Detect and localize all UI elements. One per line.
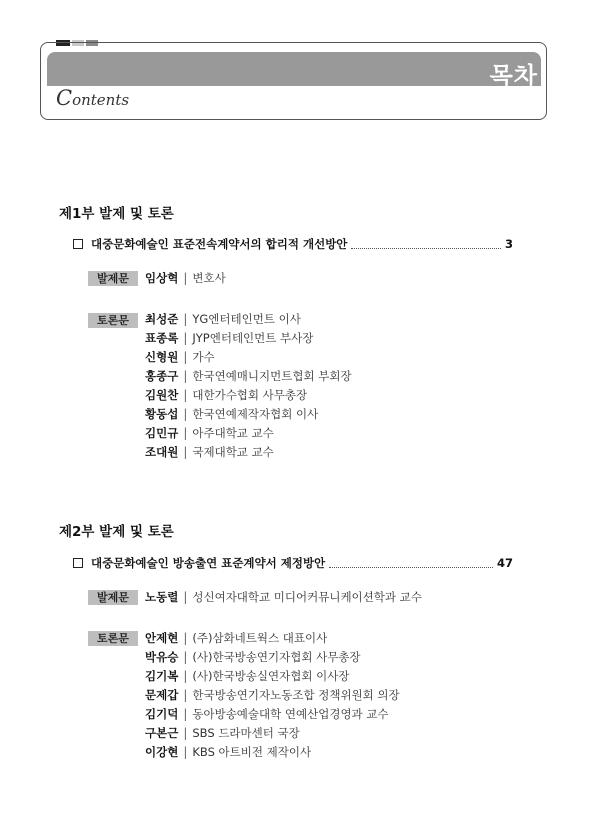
person-affiliation: JYP엔터테인먼트 부사장 — [192, 331, 314, 345]
person-affiliation: KBS 아트비전 제작이사 — [192, 745, 312, 759]
presenter — [145, 588, 422, 606]
separator: | — [183, 350, 188, 364]
presenter — [145, 269, 226, 287]
person-name: 문제갑 — [145, 688, 179, 702]
person-affiliation: 한국연예제작자협회 이사 — [192, 407, 319, 421]
person-affiliation: 성신여자대학교 미디어커뮤니케이션학과 교수 — [192, 590, 422, 604]
discussant — [145, 386, 307, 404]
discussant — [145, 329, 313, 347]
person-name: 김기덕 — [145, 707, 179, 721]
person-affiliation: 한국연예매니지먼트협회 부회장 — [192, 369, 352, 383]
discussant — [145, 405, 318, 423]
person-name: 신형원 — [145, 350, 179, 364]
part-2-title: 제2부 발제 및 토론 — [59, 524, 174, 540]
person-name: 표종록 — [145, 331, 179, 345]
presentation-badge: 발제문 — [88, 271, 138, 286]
person-affiliation: 국제대학교 교수 — [192, 445, 274, 459]
part-2-entry[interactable] — [73, 554, 513, 572]
discussant — [145, 743, 311, 761]
person-name: 김원찬 — [145, 388, 179, 402]
dot-leader — [329, 559, 493, 568]
person-name: 노동렬 — [145, 590, 179, 604]
discussant — [145, 648, 361, 666]
discussant — [145, 686, 400, 704]
discussant — [145, 367, 352, 385]
person-affiliation: 한국방송연기자노동조합 정책위원회 의장 — [192, 688, 400, 702]
separator: | — [183, 331, 188, 345]
discussant — [145, 348, 215, 366]
separator: | — [183, 650, 188, 664]
separator: | — [183, 445, 188, 459]
separator: | — [183, 388, 188, 402]
person-name: 조대원 — [145, 445, 179, 459]
separator: | — [183, 707, 188, 721]
person-name: 김기복 — [145, 669, 179, 683]
contents-word — [56, 86, 129, 110]
discussant — [145, 310, 301, 328]
discussant — [145, 629, 327, 647]
person-affiliation: (사)한국방송실연자협회 이사장 — [192, 669, 350, 683]
discussant — [145, 424, 274, 442]
entry-title: 대중문화예술인 방송출연 표준계약서 제정방안 — [91, 556, 326, 570]
toc-title: 목차 — [489, 62, 538, 90]
person-affiliation: 가수 — [192, 350, 215, 364]
separator: | — [183, 631, 188, 645]
person-affiliation: 대한가수협회 사무총장 — [192, 388, 308, 402]
presentation-badge: 발제문 — [88, 590, 138, 605]
entry-title: 대중문화예술인 표준전속계약서의 합리적 개선방안 — [91, 237, 348, 251]
discussant — [145, 443, 274, 461]
part-1-title: 제1부 발제 및 토론 — [59, 206, 174, 222]
contents-rest: ontents — [72, 91, 130, 109]
entry-page: 47 — [496, 556, 513, 570]
entry-page: 3 — [504, 237, 513, 251]
person-name: 이강현 — [145, 745, 179, 759]
separator: | — [183, 745, 188, 759]
discussant — [145, 705, 389, 723]
contents-initial: C — [56, 86, 73, 110]
separator: | — [183, 369, 188, 383]
separator: | — [183, 688, 188, 702]
header-banner — [47, 52, 541, 86]
discussant — [145, 724, 300, 742]
person-affiliation: SBS 드라마센터 국장 — [192, 726, 300, 740]
person-affiliation: (주)삼화네트웍스 대표이사 — [192, 631, 328, 645]
separator: | — [183, 312, 188, 326]
discussant — [145, 667, 349, 685]
person-name: 홍종구 — [145, 369, 179, 383]
part-1-entry[interactable] — [73, 235, 513, 253]
dot-leader — [351, 240, 501, 249]
person-affiliation: 변호사 — [192, 271, 226, 285]
person-name: 임상혁 — [145, 271, 179, 285]
separator: | — [183, 590, 188, 604]
separator: | — [183, 271, 188, 285]
person-name: 황동섭 — [145, 407, 179, 421]
separator: | — [183, 726, 188, 740]
person-name: 최성준 — [145, 312, 179, 326]
person-affiliation: (사)한국방송연기자협회 사무총장 — [192, 650, 361, 664]
checkbox-icon — [73, 558, 83, 568]
person-affiliation: 동아방송예술대학 연예산업경영과 교수 — [192, 707, 389, 721]
discussion-badge: 토론문 — [88, 313, 138, 328]
person-affiliation: 아주대학교 교수 — [192, 426, 274, 440]
person-affiliation: YG엔터테인먼트 이사 — [192, 312, 301, 326]
person-name: 박유승 — [145, 650, 179, 664]
separator: | — [183, 669, 188, 683]
person-name: 안제현 — [145, 631, 179, 645]
person-name: 구본근 — [145, 726, 179, 740]
separator: | — [183, 426, 188, 440]
person-name: 김민규 — [145, 426, 179, 440]
checkbox-icon — [73, 239, 83, 249]
separator: | — [183, 407, 188, 421]
discussion-badge: 토론문 — [88, 631, 138, 646]
